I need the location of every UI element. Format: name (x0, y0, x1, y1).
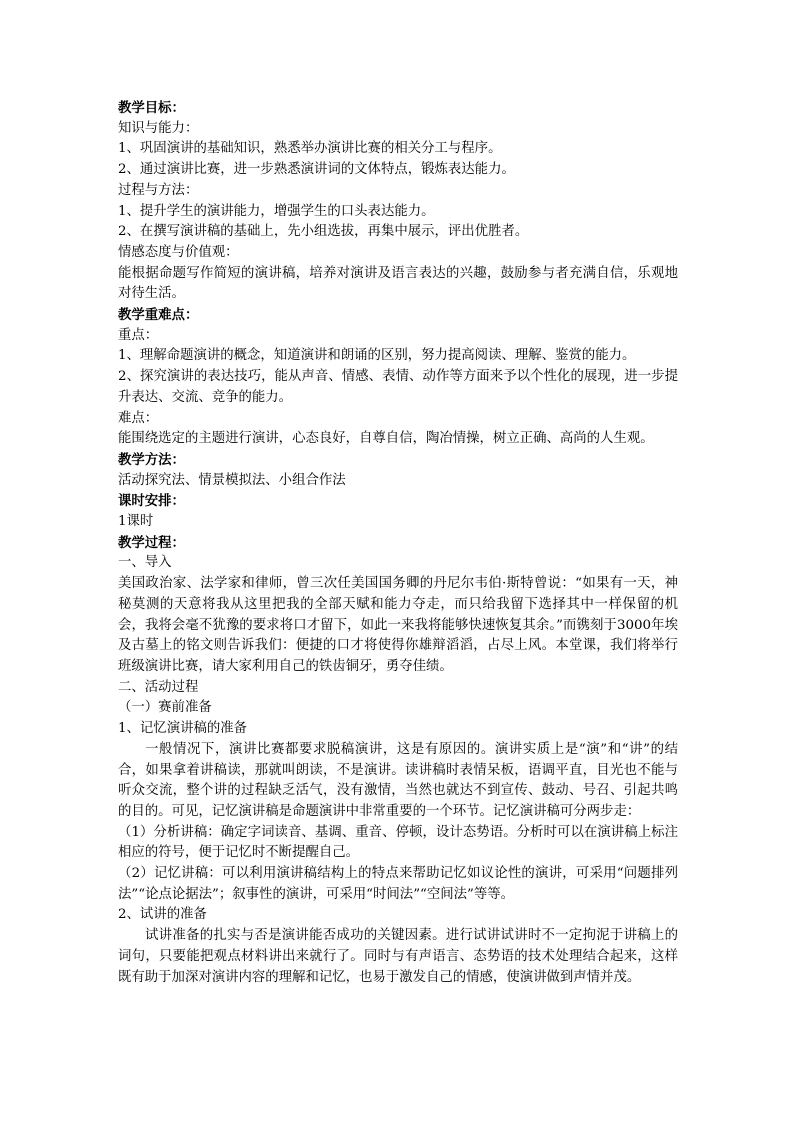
emotion-text: 能根据命题写作简短的演讲稿，培养对演讲及语言表达的兴趣，鼓励参与者充满自信，乐观地对待生活。 (118, 265, 678, 302)
focus-heading: 重点： (118, 327, 159, 343)
knowledge-heading: 知识与能力： (118, 120, 199, 136)
knowledge-item-1: 1、巩固演讲的基础知识，熟悉举办演讲比赛的相关分工与程序。 (118, 141, 502, 157)
prep-heading: （一）赛前准备 (118, 700, 212, 716)
trial-heading: 2、试讲的准备 (118, 907, 207, 923)
document-page (118, 98, 678, 988)
methods-heading: 教学方法： (118, 451, 185, 468)
process-method-item-2: 2、在撰写演讲稿的基础上，先小组选拔，再集中展示，评出优胜者。 (118, 224, 529, 240)
focus-item-2: 2、探究演讲的表达技巧，能从声音、情感、表情、动作等方面来予以个性化的展现，进一步提升表达、交流、竞争的能力。 (118, 369, 678, 405)
process-method-heading: 过程与方法： (118, 182, 199, 198)
trial-text-body: 试讲准备的扎实与否是演讲能否成功的关键因素。进行试讲试讲时不一定拘泥于讲稿上的词句，只要能把观点材料讲出来就行了。同时与有声语言、态势语的技术处理结合起来，这样既有助于加深对演讲内容的理解和记忆，也易于激发自己的情感，使演讲做到声情并茂。 (118, 928, 678, 985)
trial-text (118, 926, 678, 988)
objectives-heading: 教学目标： (118, 100, 185, 116)
memory-heading: 1、记忆演讲稿的准备 (118, 721, 248, 737)
step-2: （2）记忆讲稿：可以利用演讲稿结构上的特点来帮助记忆如议论性的演讲，可采用“问题排列法”“论点论据法”；叙事性的演讲，可采用“时间法”“空间法”等等。 (118, 866, 678, 902)
knowledge-item-2: 2、通过演讲比赛，进一步熟悉演讲词的文体特点，锻炼表达能力。 (118, 162, 515, 178)
memory-text-body: 一般情况下，演讲比赛都要求脱稿演讲，这是有原因的。演讲实质上是“演”和“讲”的结合，如果拿着讲稿读，那就叫朗读，不是演讲。读讲稿时表情呆板，语调平直，目光也不能与听众交流，整个讲的过程缺乏活气，没有激情，当然也就达不到宣传、鼓动、号召、引起共鸣的目的。可见，记忆演讲稿是命题演讲中非常重要的一个环节。记忆演讲稿可分两步走： (118, 741, 678, 819)
key-points-heading: 教学重难点： (118, 307, 199, 324)
focus-item-1: 1、理解命题演讲的概念，知道演讲和朗诵的区别，努力提高阅读、理解、鉴赏的能力。 (118, 348, 636, 364)
memory-text (118, 740, 678, 823)
schedule-text: 1课时 (118, 514, 154, 530)
intro-heading: 一、导入 (118, 555, 172, 571)
methods-text: 活动探究法、情景模拟法、小组合作法 (118, 472, 346, 488)
activity-heading: 二、活动过程 (118, 679, 199, 695)
intro-text: 美国政治家、法学家和律师，曾三次任美国国务卿的丹尼尔韦伯·斯特曾说：“如果有一天，神秘莫测的天意将我从这里把我的全部天赋和能力夺走，而只给我留下选择其中一样保留的机会，我将会毫不犹豫的要求将口才留下，如此一来我将能够快速恢复其余。”而镌刻于3000年埃及古墓上的铭文则告诉我们：便捷的口才将使得你雄辩滔滔，占尽上风。本堂课，我们将举行班级演讲比赛，请大家利用自己的铁齿铜牙，勇夺佳绩。 (118, 576, 678, 674)
difficulty-heading: 难点： (118, 410, 159, 426)
step-1: （1）分析讲稿：确定字词读音、基调、重音、停顿，设计态势语。分析时可以在演讲稿上标注相应的符号，便于记忆时不断提醒自己。 (118, 824, 678, 861)
schedule-heading: 课时安排： (118, 493, 185, 510)
emotion-heading: 情感态度与价值观： (118, 244, 239, 260)
teaching-process-heading: 教学过程： (118, 534, 185, 551)
process-method-item-1: 1、提升学生的演讲能力，增强学生的口头表达能力。 (118, 203, 435, 219)
difficulty-text: 能围绕选定的主题进行演讲，心态良好，自尊自信，陶冶情操，树立正确、高尚的人生观。 (118, 431, 654, 447)
